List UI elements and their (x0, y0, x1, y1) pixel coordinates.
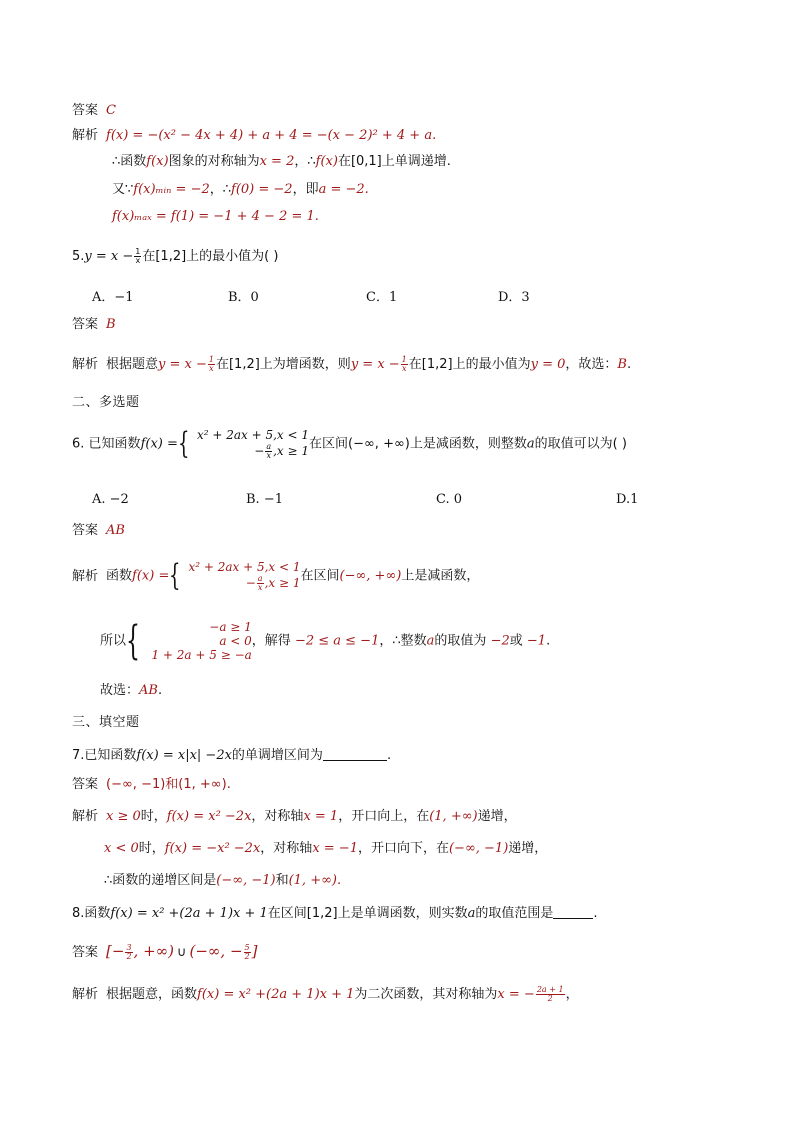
formula: (−∞, +∞) (339, 568, 402, 584)
q4-analysis-line1 (72, 127, 436, 145)
formula: y = 0 (530, 357, 566, 372)
formula: a (467, 906, 476, 921)
text: 已知函数 (84, 748, 137, 763)
analysis-label: 解析 (72, 128, 99, 143)
text: 在区间 (300, 568, 340, 584)
inequality-1: −a ≥ 1 (209, 620, 252, 634)
text: − (254, 444, 265, 458)
q8-answer-line (72, 940, 257, 964)
text: 递增， (508, 841, 548, 856)
text: ，即 (292, 182, 319, 197)
left-brace: { (177, 426, 190, 461)
formula: (−∞, − (189, 942, 243, 960)
q4-analysis-line3 (112, 181, 369, 199)
answer-label: 答案 (72, 777, 99, 792)
formula: x = 2 (259, 154, 295, 169)
text: ， (565, 987, 579, 1002)
case-1: x² + 2ax + 5,x < 1 (196, 428, 310, 442)
question-number: 6. (72, 436, 85, 452)
fraction-numerator: 2a + 1 (536, 985, 564, 994)
text: . (626, 357, 632, 372)
text: ∴函数的递增区间是 (104, 873, 217, 888)
text: 的取值范围是 (475, 906, 554, 921)
text: ,x ≥ 1 (273, 444, 310, 458)
text: 或 (509, 633, 523, 649)
q6-option-d: D.1 (616, 492, 639, 507)
formula: AB (139, 683, 158, 698)
formula: f(x) = −x² −2x (164, 841, 261, 856)
formula: f(x) = x² +(2a + 1)x + 1 (110, 906, 268, 921)
inequality-3: 1 + 2a + 5 ≥ −a (151, 648, 252, 662)
analysis-label: 解析 (72, 809, 99, 824)
q6-analysis-line1 (72, 560, 479, 592)
text: 上是减函数， (401, 568, 480, 584)
formula: f(x) = (132, 568, 170, 584)
text: 时， (140, 809, 167, 824)
analysis-label: 解析 (72, 568, 99, 584)
formula: a (426, 633, 435, 649)
case-2 (188, 575, 300, 592)
q5-option-b: B．0 (228, 290, 259, 305)
text: . (386, 748, 392, 763)
q6-choose (100, 682, 162, 700)
fraction-denominator: 2 (126, 952, 132, 961)
formula: ] (251, 942, 258, 960)
text: 又∵ (112, 182, 134, 197)
formula: (1, +∞). (288, 873, 342, 888)
formula: f(x)ₘᵢₙ = −2 (133, 182, 210, 197)
answer-label: 答案 (72, 317, 99, 332)
text: ，对称轴 (260, 841, 313, 856)
answer-value: (−∞, −1)和(1, +∞). (106, 777, 231, 792)
analysis-label: 解析 (72, 357, 99, 372)
text: 递增， (477, 809, 517, 824)
q7-analysis-line1 (72, 808, 517, 826)
text: 在[1,2]上的最小值为( ) (142, 249, 279, 264)
text: 图象的对称轴为 (168, 154, 260, 169)
text: 函数 (106, 568, 133, 584)
formula: f(x) = (140, 436, 178, 452)
text: 和 (275, 873, 289, 888)
fraction (244, 944, 251, 961)
q4-analysis-line4 (112, 208, 319, 226)
text: 的单调增区间为 (231, 748, 323, 763)
text: ，开口向下，在 (357, 841, 449, 856)
fraction-denominator: x (135, 256, 141, 265)
formula: f(x)ₘₐₓ = f(1) = −1 + 4 − 2 = 1. (112, 209, 319, 224)
text: ∴函数 (112, 154, 147, 169)
q4-answer-line (72, 102, 116, 120)
text: 函数 (84, 906, 111, 921)
piecewise-cases (197, 428, 309, 460)
fraction-numerator: 1 (135, 247, 141, 256)
text: 在区间(−∞, +∞)上是减函数，则整数 (309, 436, 527, 452)
fraction-denominator: x (266, 451, 271, 460)
fraction (536, 986, 565, 1003)
text: ，开口向上，在 (338, 809, 430, 824)
analysis-label: 解析 (72, 987, 99, 1002)
text: 时， (138, 841, 165, 856)
formula: x < 0 (104, 841, 139, 856)
fraction-numerator: 3 (126, 943, 132, 952)
formula: B (617, 357, 627, 372)
q7-answer-line (72, 776, 231, 794)
answer-label: 答案 (72, 103, 99, 118)
formula: f(x) (146, 154, 169, 169)
text: . (157, 683, 163, 698)
text: 的取值可以为( ) (534, 436, 627, 452)
answer-blank (323, 746, 387, 761)
fraction-numerator: 1 (208, 355, 214, 364)
text: 在区间[1,2]上是单调函数，则实数 (267, 906, 468, 921)
text: 根据题意 (106, 357, 159, 372)
formula: f(x) = x² +(2a + 1)x + 1 (197, 987, 355, 1002)
text: ，∴整数 (379, 633, 427, 649)
text: 根据题意，函数 (106, 987, 198, 1002)
fraction-numerator: a (257, 574, 263, 583)
section-heading-multi-choice: 二、多选题 (72, 395, 140, 410)
text: . (593, 906, 598, 921)
formula: a = −2. (318, 182, 369, 197)
formula: , +∞) (133, 942, 174, 960)
q6-analysis-line2 (100, 620, 550, 662)
q5-answer-line (72, 316, 116, 334)
piecewise-cases (188, 560, 300, 592)
answer-value: C (106, 103, 116, 118)
answer-value: AB (106, 523, 125, 538)
formula: f(x) = x² −2x (166, 809, 252, 824)
text: 为二次函数，其对称轴为 (354, 987, 498, 1002)
q4-analysis-line2 (112, 153, 451, 171)
text: . (546, 633, 551, 649)
q6-option-a: A. −2 (92, 492, 129, 507)
formula: −1 (526, 633, 547, 649)
fraction (265, 443, 272, 460)
fraction (134, 248, 141, 265)
text: 在[0,1]上单调递增. (337, 154, 451, 169)
answer-label: 答案 (72, 945, 99, 960)
fraction (208, 356, 215, 373)
text: 所以 (100, 633, 127, 649)
formula: (−∞, −1) (216, 873, 276, 888)
q7-analysis-line3 (104, 872, 341, 890)
text: 在[1,2]上为增函数，则 (215, 357, 351, 372)
fraction-numerator: 1 (401, 355, 407, 364)
left-brace: { (126, 618, 141, 664)
formula: f(0) = −2 (231, 182, 293, 197)
formula: −2 ≤ a ≤ −1 (294, 633, 380, 649)
formula: [− (106, 942, 125, 960)
formula: x = −1 (312, 841, 358, 856)
fraction-numerator: a (266, 442, 272, 451)
text: 已知函数 (88, 436, 141, 452)
inequality-system (151, 620, 251, 662)
case-1: x² + 2ax + 5,x < 1 (188, 560, 301, 574)
q5-stem (72, 248, 278, 266)
q6-option-c: C. 0 (436, 492, 463, 507)
answer-value: B (106, 317, 116, 332)
left-brace: { (169, 558, 181, 593)
q6-stem (72, 428, 627, 460)
answer-blank (553, 904, 593, 919)
question-number: 5. (72, 249, 85, 264)
q8-stem (72, 904, 598, 923)
text: − (245, 576, 256, 590)
fraction-numerator: 5 (244, 943, 250, 952)
fraction (257, 575, 264, 592)
formula: (1, +∞) (429, 809, 478, 824)
formula: x = − (497, 987, 535, 1002)
formula: f(x) = x|x| −2x (136, 748, 232, 763)
q5-option-c: C．1 (366, 290, 398, 305)
text: ，∴ (209, 182, 232, 197)
section-heading-fill-blank: 三、填空题 (72, 715, 140, 730)
q5-analysis (72, 356, 631, 374)
text: ，对称轴 (251, 809, 304, 824)
formula: (−∞, −1) (448, 841, 509, 856)
fraction-denominator: 2 (547, 994, 553, 1003)
q8-analysis (72, 984, 579, 1006)
fraction-denominator: x (209, 364, 214, 373)
text: 的取值为 (434, 633, 487, 649)
fraction-denominator: 2 (244, 952, 250, 961)
fraction (401, 356, 408, 373)
fraction (125, 944, 132, 961)
text: ，解得 (251, 633, 291, 649)
text: ，故选： (565, 357, 618, 372)
union-symbol: ∪ (176, 945, 187, 960)
q7-analysis-line2 (104, 840, 547, 858)
q5-option-d: D．3 (498, 290, 530, 305)
question-number: 7. (72, 748, 85, 763)
text: 在[1,2]上的最小值为 (408, 357, 531, 372)
formula: −2 (490, 633, 510, 649)
case-2 (197, 443, 309, 460)
text: ，∴ (294, 154, 316, 169)
formula: y = x − (84, 249, 134, 264)
text: ,x ≥ 1 (264, 576, 301, 590)
formula: f(x) (315, 154, 338, 169)
fraction-denominator: x (257, 583, 263, 592)
answer-label: 答案 (72, 523, 99, 538)
q6-option-b: B. −1 (246, 492, 283, 507)
formula: a (526, 436, 535, 452)
formula: x = 1 (303, 809, 339, 824)
question-number: 8. (72, 906, 85, 921)
formula: x ≥ 0 (106, 809, 141, 824)
q5-option-a: A．−1 (92, 290, 134, 305)
inequality-2: a < 0 (219, 634, 252, 648)
q6-answer-line (72, 522, 125, 540)
q7-stem (72, 746, 391, 765)
formula: y = x − (350, 357, 400, 372)
fraction-denominator: x (401, 364, 407, 373)
formula: y = x − (158, 357, 207, 372)
text: 故选： (100, 683, 140, 698)
formula: f(x) = −(x² − 4x + 4) + a + 4 = −(x − 2)² + 4 + a. (106, 128, 437, 143)
